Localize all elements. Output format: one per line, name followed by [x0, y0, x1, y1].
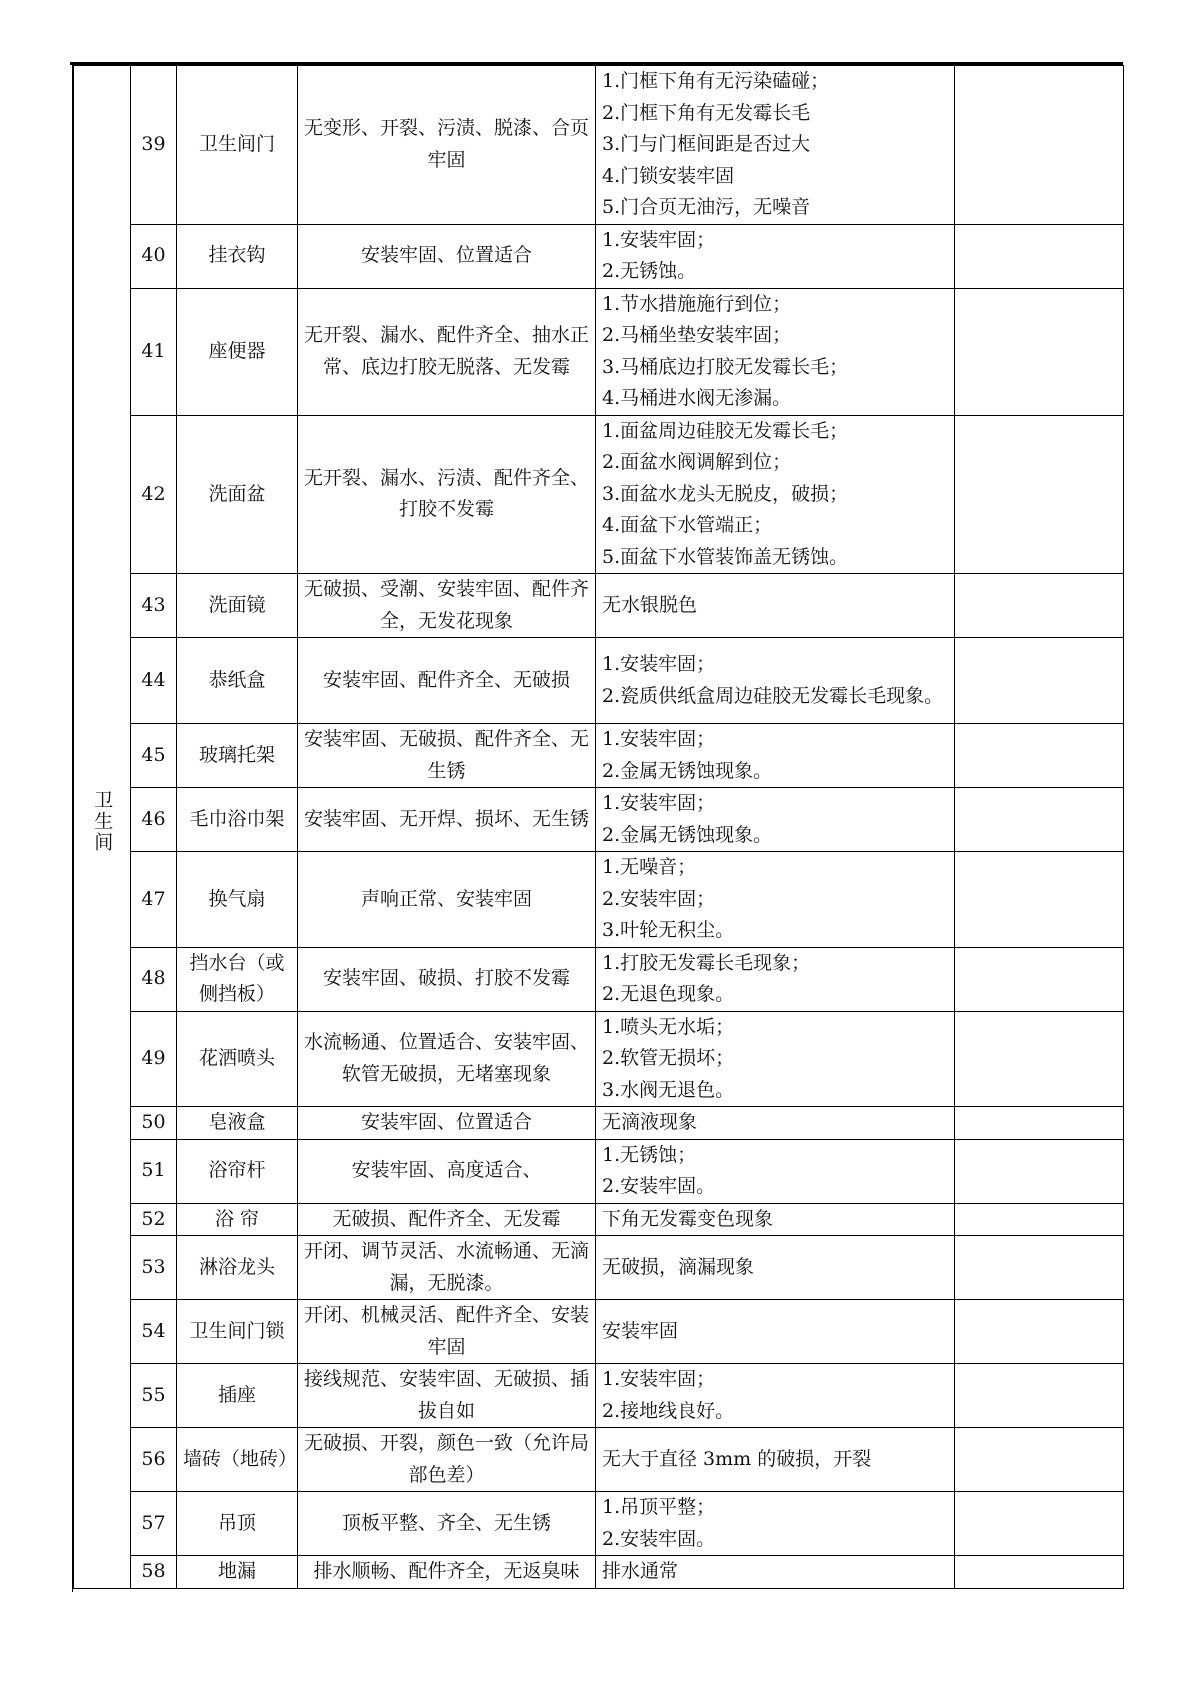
inspection-table: [73, 65, 1124, 1589]
table-row: [74, 1139, 1124, 1203]
check-point-line: 5.面盆下水管装饰盖无锈蚀。: [602, 545, 849, 568]
item-standard: 安装牢固、配件齐全、无破损: [298, 638, 596, 724]
item-standard: 开闭、机械灵活、配件齐全、安装牢固: [298, 1300, 596, 1364]
check-points: [596, 1203, 955, 1236]
result-cell: [955, 638, 1124, 724]
item-number: 47: [131, 852, 177, 948]
item-name: 洗面盆: [177, 415, 298, 574]
result-cell: [955, 1428, 1124, 1492]
check-points: [596, 574, 955, 638]
check-point-line: 无滴液现象: [602, 1111, 698, 1133]
check-points: [596, 638, 955, 724]
item-standard: 安装牢固、位置适合: [298, 224, 596, 288]
check-point-line: 5.门合页无油污，无噪音: [602, 196, 811, 218]
check-points: [596, 415, 955, 574]
item-number: 52: [131, 1203, 177, 1236]
item-name: 墙砖（地砖）: [177, 1428, 298, 1492]
result-cell: [955, 1236, 1124, 1300]
result-cell: [955, 1556, 1124, 1589]
item-standard: 顶板平整、齐全、无生锈: [298, 1492, 596, 1556]
item-standard: 无变形、开裂、污渍、脱漆、合页牢固: [298, 66, 596, 225]
item-name: 毛巾浴巾架: [177, 788, 298, 852]
item-name: 浴帘杆: [177, 1139, 298, 1203]
table-row: [74, 1203, 1124, 1236]
result-cell: [955, 947, 1124, 1011]
check-points: [596, 1236, 955, 1300]
result-cell: [955, 415, 1124, 574]
item-number: 57: [131, 1492, 177, 1556]
item-number: 42: [131, 415, 177, 574]
check-points: [596, 1107, 955, 1140]
check-point-line: 1.门框下角有无污染磕碰；: [602, 70, 830, 92]
item-standard: 安装牢固、高度适合、: [298, 1139, 596, 1203]
check-point-line: 排水通常: [602, 1560, 679, 1582]
table-row: [74, 574, 1124, 638]
item-number: 44: [131, 638, 177, 724]
item-name: 恭纸盒: [177, 638, 298, 724]
check-point-line: 1.节水措施施行到位；: [602, 292, 792, 315]
check-points: [596, 288, 955, 415]
table-row: [74, 788, 1124, 852]
item-standard: 声响正常、安装牢固: [298, 852, 596, 948]
item-standard: 安装牢固、位置适合: [298, 1107, 596, 1140]
check-point-line: 4.门锁安装牢固: [602, 164, 735, 187]
table-row: [74, 1428, 1124, 1492]
check-point-line: 2.金属无锈蚀现象。: [602, 823, 773, 846]
check-point-line: 2.无退色现象。: [602, 983, 735, 1005]
item-number: 54: [131, 1300, 177, 1364]
result-cell: [955, 1139, 1124, 1203]
result-cell: [955, 1011, 1124, 1107]
check-points: [596, 1428, 955, 1492]
check-point-line: 1.安装牢固；: [602, 792, 716, 814]
check-points: [596, 1011, 955, 1107]
check-points: [596, 852, 955, 948]
item-number: 40: [131, 224, 177, 288]
check-point-line: 3.面盆水龙头无脱皮，破损；: [602, 482, 849, 505]
check-point-line: 下角无发霉变色现象: [602, 1207, 774, 1230]
check-point-line: 1.打胶无发霉长毛现象；: [602, 951, 811, 974]
check-point-line: 无破损，滴漏现象: [602, 1255, 755, 1278]
item-name: 玻璃托架: [177, 724, 298, 788]
check-point-line: 4.面盆下水管端正；: [602, 514, 773, 536]
table-row: [74, 1556, 1124, 1589]
check-points: [596, 66, 955, 225]
table-row: [74, 1492, 1124, 1556]
item-name: 淋浴龙头: [177, 1236, 298, 1300]
result-cell: [955, 1364, 1124, 1428]
item-standard: 安装牢固、破损、打胶不发霉: [298, 947, 596, 1011]
table-row: [74, 1011, 1124, 1107]
check-points: [596, 1556, 955, 1589]
item-number: 49: [131, 1011, 177, 1107]
table-row: [74, 1107, 1124, 1140]
inspection-table-body: [74, 66, 1124, 1589]
item-standard: 排水顺畅、配件齐全，无返臭味: [298, 1556, 596, 1589]
item-name: 插座: [177, 1364, 298, 1428]
check-point-line: 2.安装牢固。: [602, 1527, 716, 1550]
item-standard: 安装牢固、无开焊、损坏、无生锈: [298, 788, 596, 852]
item-standard: 安装牢固、无破损、配件齐全、无生锈: [298, 724, 596, 788]
item-name: 换气扇: [177, 852, 298, 948]
check-point-line: 无大于直径 3mm 的破损，开裂: [602, 1447, 872, 1470]
item-number: 48: [131, 947, 177, 1011]
check-point-line: 1.喷头无水垢；: [602, 1015, 735, 1038]
item-name: 卫生间门锁: [177, 1300, 298, 1364]
check-points: [596, 1139, 955, 1203]
item-number: 53: [131, 1236, 177, 1300]
check-point-line: 2.瓷质供纸盒周边硅胶无发霉长毛现象。: [602, 684, 944, 707]
item-name: 挂衣钩: [177, 224, 298, 288]
result-cell: [955, 1203, 1124, 1236]
item-number: 55: [131, 1364, 177, 1428]
result-cell: [955, 574, 1124, 638]
result-cell: [955, 852, 1124, 948]
item-name: 卫生间门: [177, 66, 298, 225]
check-point-line: 1.安装牢固；: [602, 1368, 716, 1390]
result-cell: [955, 66, 1124, 225]
item-number: 46: [131, 788, 177, 852]
item-name: 花洒喷头: [177, 1011, 298, 1107]
check-point-line: 2.无锈蚀。: [602, 260, 697, 282]
item-number: 51: [131, 1139, 177, 1203]
check-point-line: 4.马桶进水阀无渗漏。: [602, 387, 792, 409]
check-points: [596, 947, 955, 1011]
result-cell: [955, 1107, 1124, 1140]
check-point-line: 1.无锈蚀；: [602, 1143, 697, 1166]
check-point-line: 2.马桶坐垫安装牢固；: [602, 324, 792, 346]
check-points: [596, 1492, 955, 1556]
item-name: 浴 帘: [177, 1203, 298, 1236]
result-cell: [955, 288, 1124, 415]
item-standard: 无破损、受潮、安装牢固、配件齐全，无发花现象: [298, 574, 596, 638]
check-point-line: 无水银脱色: [602, 593, 698, 616]
check-point-line: 1.安装牢固；: [602, 228, 716, 251]
result-cell: [955, 1300, 1124, 1364]
item-standard: 水流畅通、位置适合、安装牢固、软管无破损，无堵塞现象: [298, 1011, 596, 1107]
table-row: [74, 724, 1124, 788]
check-points: [596, 788, 955, 852]
table-row: [74, 947, 1124, 1011]
item-number: 41: [131, 288, 177, 415]
item-standard: 无开裂、漏水、污渍、配件齐全、打胶不发霉: [298, 415, 596, 574]
item-number: 45: [131, 724, 177, 788]
table-row: [74, 224, 1124, 288]
table-row: [74, 288, 1124, 415]
item-standard: 无破损、配件齐全、无发霉: [298, 1203, 596, 1236]
item-name: 地漏: [177, 1556, 298, 1589]
check-point-line: 2.金属无锈蚀现象。: [602, 759, 773, 782]
table-row: [74, 1300, 1124, 1364]
check-point-line: 1.安装牢固；: [602, 653, 716, 675]
check-point-line: 1.面盆周边硅胶无发霉长毛；: [602, 419, 849, 442]
item-standard: 无开裂、漏水、配件齐全、抽水正常、底边打胶无脱落、无发霉: [298, 288, 596, 415]
category-cell: [74, 66, 131, 1589]
check-point-line: 3.叶轮无积尘。: [602, 919, 735, 941]
table-row: [74, 1236, 1124, 1300]
check-point-line: 3.水阀无退色。: [602, 1078, 735, 1101]
check-point-line: 1.无噪音；: [602, 856, 697, 878]
check-points: [596, 724, 955, 788]
check-point-line: 1.安装牢固；: [602, 728, 716, 750]
table-row: [74, 66, 1124, 225]
check-point-line: 2.接地线良好。: [602, 1399, 735, 1422]
check-point-line: 2.安装牢固；: [602, 887, 716, 910]
check-point-line: 1.吊顶平整；: [602, 1496, 716, 1518]
item-number: 56: [131, 1428, 177, 1492]
item-name: 挡水台（或侧挡板）: [177, 947, 298, 1011]
category-label: 卫生间: [91, 790, 114, 853]
check-point-line: 3.马桶底边打胶无发霉长毛；: [602, 355, 849, 378]
check-point-line: 2.门框下角有无发霉长毛: [602, 101, 811, 124]
item-number: 58: [131, 1556, 177, 1589]
check-point-line: 3.门与门框间距是否过大: [602, 133, 811, 155]
check-points: [596, 1364, 955, 1428]
check-point-line: 2.软管无损坏；: [602, 1047, 735, 1069]
item-name: 皂液盒: [177, 1107, 298, 1140]
item-name: 洗面镜: [177, 574, 298, 638]
item-number: 43: [131, 574, 177, 638]
item-standard: 接线规范、安装牢固、无破损、插拔自如: [298, 1364, 596, 1428]
table-row: [74, 852, 1124, 948]
result-cell: [955, 788, 1124, 852]
item-number: 39: [131, 66, 177, 225]
item-name: 座便器: [177, 288, 298, 415]
item-standard: 开闭、调节灵活、水流畅通、无滴漏，无脱漆。: [298, 1236, 596, 1300]
check-point-line: 2.面盆水阀调解到位；: [602, 451, 792, 473]
check-point-line: 2.安装牢固。: [602, 1175, 716, 1197]
check-points: [596, 1300, 955, 1364]
table-row: [74, 638, 1124, 724]
check-points: [596, 224, 955, 288]
result-cell: [955, 1492, 1124, 1556]
item-number: 50: [131, 1107, 177, 1140]
table-row: [74, 415, 1124, 574]
item-name: 吊顶: [177, 1492, 298, 1556]
table-row: [74, 1364, 1124, 1428]
result-cell: [955, 724, 1124, 788]
result-cell: [955, 224, 1124, 288]
item-standard: 无破损、开裂，颜色一致（允许局部色差）: [298, 1428, 596, 1492]
check-point-line: 安装牢固: [602, 1319, 679, 1342]
